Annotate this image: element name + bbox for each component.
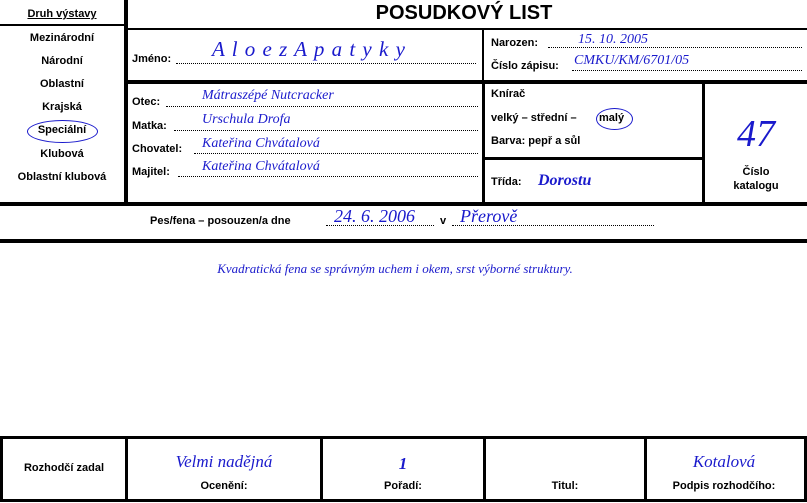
- judged-date: 24. 6. 2006: [334, 206, 415, 226]
- show-type-regional: Oblastní: [39, 78, 84, 90]
- show-type-heading: Druh výstavy: [27, 8, 97, 20]
- born-value: 15. 10. 2005: [578, 32, 648, 47]
- class-value: Dorostu: [538, 172, 592, 189]
- left-column-divider: [124, 0, 128, 205]
- show-type-international: Mezinárodní: [29, 32, 95, 44]
- signature-label: Podpis rozhodčího:: [672, 480, 776, 492]
- breed-size-selected: malý: [599, 112, 625, 124]
- catalog-label-2: katalogu: [733, 180, 779, 192]
- registration-value: CMKU/KM/6701/05: [574, 53, 690, 68]
- order-value: 1: [398, 454, 408, 473]
- registration-label: Číslo zápisu:: [491, 60, 559, 72]
- breeder-value: Kateřina Chvátalová: [202, 136, 320, 151]
- show-type-regional-club: Oblastní klubová: [17, 171, 107, 183]
- rating-value: Velmi nadějná: [175, 452, 273, 471]
- show-type-county: Krajská: [42, 101, 82, 113]
- evaluation-text: Kvadratická fena se správným uchem i okem, srst výborné struktury.: [217, 261, 573, 276]
- name-label: Jméno:: [132, 53, 172, 65]
- breed-name: Knírač: [491, 88, 526, 100]
- special-selected-circle: [27, 120, 98, 143]
- judged-place: Přerově: [460, 206, 518, 226]
- judged-prefix: Pes/fena – posouzen/a dne: [150, 215, 291, 227]
- page-title: POSUDKOVÝ LIST: [375, 2, 553, 24]
- name-value: A l o e z A p a t y k y: [212, 37, 406, 61]
- catalog-label-1: Číslo: [742, 166, 770, 178]
- mother-label: Matka:: [132, 120, 167, 132]
- pedigree-right-border: [482, 84, 485, 202]
- dog-info-divider: [482, 30, 484, 80]
- title-underline: [128, 28, 807, 30]
- rating-label: Ocenění:: [200, 480, 248, 492]
- breeder-label: Chovatel:: [132, 143, 183, 155]
- size-selected-circle: [596, 108, 633, 130]
- breeder-dotted-line: [194, 153, 478, 154]
- mother-dotted-line: [174, 130, 478, 131]
- judged-in-label: v: [440, 215, 447, 227]
- judge-label: Rozhodčí zadal: [23, 462, 105, 474]
- order-label: Pořadí:: [384, 480, 422, 492]
- breed-color: Barva: pepř a sůl: [491, 135, 581, 147]
- footer-divider-3: [483, 436, 486, 502]
- judged-row-bottom: [0, 239, 807, 243]
- title-label: Titul:: [551, 480, 579, 492]
- father-value: Mátraszépé Nutcracker: [202, 88, 334, 103]
- show-type-club: Klubová: [40, 148, 84, 160]
- registration-dotted-line: [572, 70, 802, 71]
- owner-value: Kateřina Chvátalová: [202, 159, 320, 174]
- signature-value: Kotalová: [692, 452, 756, 471]
- father-label: Otec:: [132, 96, 161, 108]
- name-dotted-line: [176, 63, 476, 64]
- catalog-number: 47: [737, 113, 775, 155]
- class-divider: [485, 157, 702, 160]
- owner-dotted-line: [178, 176, 478, 177]
- show-type-special: Speciální: [37, 124, 87, 136]
- born-label: Narozen:: [491, 37, 539, 49]
- class-label: Třída:: [491, 176, 522, 188]
- sidebar-divider: [0, 24, 124, 26]
- mother-value: Urschula Drofa: [202, 112, 291, 127]
- name-row-underline: [128, 80, 807, 84]
- father-dotted-line: [166, 106, 478, 107]
- owner-label: Majitel:: [132, 166, 170, 178]
- show-type-national: Národní: [41, 55, 83, 67]
- breed-size-options: velký – střední –: [491, 112, 577, 124]
